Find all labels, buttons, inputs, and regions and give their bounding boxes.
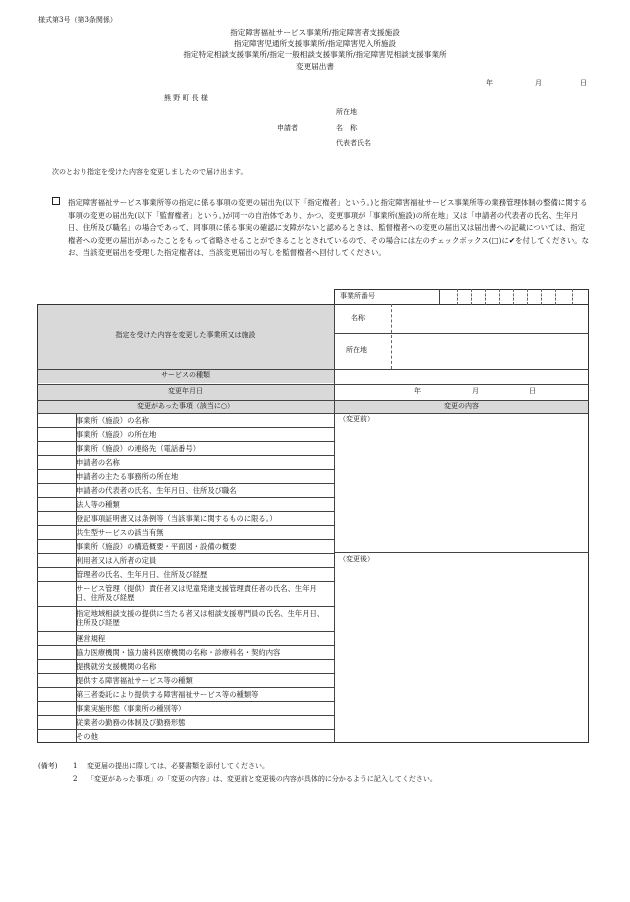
before-content-field[interactable] (336, 426, 587, 550)
item-facility-phone: 事業所（施設）の連絡先（電話番号） (76, 444, 201, 453)
service-type-field[interactable] (336, 370, 587, 382)
item-implementation: 事業実施形態（事業所の種別等） (76, 704, 186, 713)
title-line-3: 指定特定相談支援事業所/指定一般相談支援事業所/指定障害児相談支援事業所 (183, 50, 447, 59)
item-structure: 事業所（施設）の構造概要・平面図・設備の概要 (76, 542, 237, 551)
checkbox-note: 指定障害福祉サービス事業所等の指定に係る事項の変更の届出先(以下「指定権者」という。)と指定障害福祉サービス事業所等の業務管理体制の整備に関する事項の変更の届出先(以下「監督権者」という。)が同一の自治体であり、かつ、変更事項が「事業所(施設)の所在地」又は「申請者の代表者の氏名、生年月日、住所及び職名」の場合であって、同事項に係る事実の確認に支障がないと認めるときは、監督権者への変更の届出又は届出書への記載については、指定権者への変更の届出があったことをもって省略させることができることとされているので、その場合には左のチェックボックス(□)に✔を付してください。なお、当該変更届出を受理した指定権者は、当該変更届出の写しを監督権者へ回付してください。 (68, 198, 589, 258)
mark-cell[interactable] (37, 702, 76, 714)
change-date-day: 日 (529, 387, 536, 395)
date-month: 月 (535, 79, 542, 87)
mark-cell[interactable] (37, 674, 76, 686)
item-medical: 協力医療機関・協力歯科医療機関の名称・診療科名・契約内容 (76, 648, 281, 657)
item-capacity: 利用者又は入所者の定員 (76, 556, 157, 565)
item-applicant-office: 申請者の主たる事務所の所在地 (76, 472, 179, 481)
item-staffing: 従業者の勤務の体制及び勤務形態 (76, 718, 186, 727)
after-content-field[interactable] (336, 566, 587, 741)
mark-cell[interactable] (37, 730, 76, 742)
mark-cell[interactable] (37, 428, 76, 440)
mark-cell[interactable] (37, 607, 76, 630)
mark-cell[interactable] (37, 414, 76, 426)
service-type-label: サービスの種類 (161, 371, 210, 379)
form-title: 変更届出書 (296, 62, 334, 71)
item-rules: 運営規程 (76, 634, 106, 643)
item-applicant-name: 申請者の名称 (76, 458, 120, 467)
mark-cell[interactable] (37, 540, 76, 552)
change-date-year: 年 (414, 387, 421, 395)
mark-cell[interactable] (37, 442, 76, 454)
item-other: その他 (76, 732, 98, 741)
addressee: 熊 野 町 長 様 (164, 94, 208, 102)
omit-checkbox[interactable] (52, 197, 60, 205)
after-label: （変更後） (339, 555, 374, 563)
notes-label: (備考) (38, 762, 58, 770)
mark-cell[interactable] (37, 470, 76, 482)
mark-cell[interactable] (37, 554, 76, 566)
before-label: （変更前） (339, 415, 374, 423)
content-header: 変更の内容 (444, 402, 479, 410)
item-kyoseigata: 共生型サービスの該当有無 (76, 528, 164, 537)
office-number-label: 事業所番号 (340, 292, 375, 300)
mark-cell[interactable] (37, 716, 76, 728)
mark-cell[interactable] (37, 688, 76, 700)
date-day: 日 (580, 79, 587, 87)
applicant-rep-label: 代表者氏名 (336, 139, 371, 147)
intro-text: 次のとおり指定を受けた内容を変更しましたので届け出ます。 (52, 168, 248, 176)
item-facility-name: 事業所（施設）の名称 (76, 416, 149, 425)
item-service-types: 提供する障害福祉サービス等の種類 (76, 676, 193, 685)
mark-cell[interactable] (37, 646, 76, 658)
item-applicant-rep: 申請者の代表者の氏名、生年月日、住所及び職名 (76, 486, 237, 495)
applicant-label: 申請者 (277, 124, 298, 132)
change-date-month: 月 (472, 387, 479, 395)
item-employment-support: 提携就労支援機関の名称 (76, 662, 157, 671)
title-line-1: 指定障害福祉サービス事業所/指定障害者支援施設 (230, 28, 400, 37)
item-third-party: 第三者委託により提供する障害福祉サービス等の種類等 (76, 690, 259, 699)
facility-address-label: 所在地 (346, 346, 367, 354)
item-consultant: 指定地域相談支援の提供に当たる者又は相談支援専門員の氏名、生年月日、住所及び経歴 (76, 609, 325, 627)
form-number: 様式第3号（第3条関係） (38, 16, 117, 24)
mark-cell[interactable] (37, 498, 76, 510)
mark-cell[interactable] (37, 632, 76, 644)
item-corp-type: 法人等の種類 (76, 500, 120, 509)
item-manager: 管理者の氏名、生年月日、住所及び経歴 (76, 570, 208, 579)
change-date-label: 変更年月日 (168, 387, 203, 395)
note-1-number: 1 (73, 762, 78, 770)
title-line-2: 指定障害児通所支援事業所/指定障害児入所施設 (233, 39, 397, 48)
mark-cell[interactable] (37, 582, 76, 605)
facility-name-field[interactable] (394, 306, 587, 332)
item-facility-address: 事業所（施設）の所在地 (76, 430, 157, 439)
items-header: 変更があった事項（該当に○） (136, 402, 235, 410)
item-registration: 登記事項証明書又は条例等（当該事業に関するものに限る。） (76, 514, 277, 523)
mark-cell[interactable] (37, 484, 76, 496)
facility-label: 指定を受けた内容を変更した事業所又は施設 (115, 331, 256, 339)
item-service-manager: サービス管理（提供）責任者又は児童発達支援管理責任者の氏名、生年月日、住所及び経歴 (76, 584, 317, 602)
applicant-name-label: 名 称 (336, 124, 357, 132)
date-year: 年 (486, 79, 493, 87)
applicant-address-label: 所在地 (336, 108, 357, 116)
note-2-number: 2 (73, 775, 78, 783)
facility-name-label: 名称 (351, 314, 365, 322)
mark-cell[interactable] (37, 568, 76, 580)
mark-cell[interactable] (37, 512, 76, 524)
facility-address-field[interactable] (394, 335, 587, 368)
mark-cell[interactable] (37, 660, 76, 672)
mark-cell[interactable] (37, 526, 76, 538)
mark-cell[interactable] (37, 456, 76, 468)
note-1: 変更届の提出に際しては、必要書類を添付してください。 (87, 762, 269, 770)
note-2: 「変更があった事項」の「変更の内容」は、変更前と変更後の内容が具体的に分かるように記入してください。 (87, 775, 437, 783)
